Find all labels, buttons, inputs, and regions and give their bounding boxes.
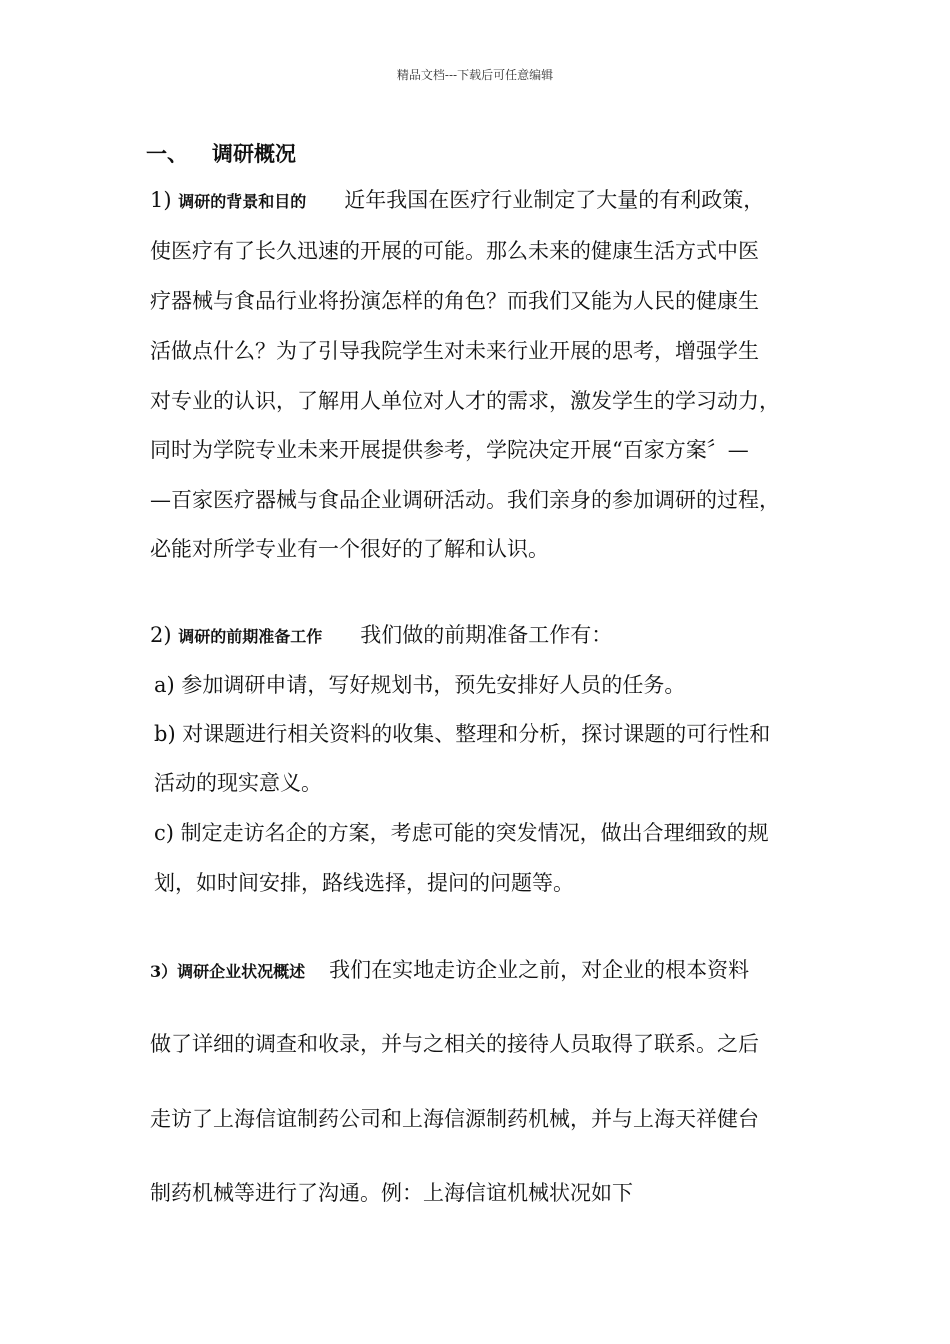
s2-item-b: b) 对课题进行相关资料的收集、整理和分析，探讨课题的可行性和 bbox=[154, 722, 771, 746]
section-heading bbox=[146, 138, 296, 168]
s1-line-7: 必能对所学专业有一个很好的了解和认识。 bbox=[150, 537, 549, 561]
page-header: 精品文档---下载后可任意编辑 bbox=[396, 68, 554, 82]
s3-line-1: 做了详细的调查和收录，并与之相关的接待人员取得了联系。之后 bbox=[150, 1032, 759, 1056]
s2-heading: 调研的前期准备工作 bbox=[178, 627, 323, 646]
s3-number: 3） bbox=[150, 962, 178, 981]
s1-heading-line bbox=[150, 185, 764, 217]
s2-intro: 我们做的前期准备工作有： bbox=[360, 623, 613, 647]
s3-line-3: 制药机械等进行了沟通。例：上海信谊机械状况如下 bbox=[150, 1181, 633, 1205]
s2-heading-line bbox=[150, 620, 612, 652]
s1-line-4: 对专业的认识，了解用人单位对人才的需求，激发学生的学习动力， bbox=[150, 389, 780, 413]
s1-line-6: —百家医疗器械与食品企业调研活动。我们亲身的参加调研的过程， bbox=[150, 488, 780, 512]
s1-line-5: 同时为学院专业未来开展提供参考，学院决定开展“百家方案〞— bbox=[150, 438, 749, 462]
s1-number: 1) bbox=[150, 188, 172, 212]
s2-item-c-cont: 划，如时间安排，路线选择，提问的问题等。 bbox=[154, 871, 574, 895]
section-number: 一、 bbox=[146, 141, 188, 166]
s3-heading-line bbox=[150, 955, 749, 987]
s3-line-0: 我们在实地走访企业之前，对企业的根本资料 bbox=[329, 958, 750, 982]
s3-line-2: 走访了上海信谊制药公司和上海信源制药机械，并与上海天祥健台 bbox=[150, 1107, 759, 1131]
s2-item-c: c) 制定走访名企的方案，考虑可能的突发情况，做出合理细致的规 bbox=[154, 821, 769, 845]
s1-line-2: 疗器械与食品行业将扮演怎样的角色？而我们又能为人民的健康生 bbox=[150, 289, 759, 313]
s3-heading: 调研企业状况概述 bbox=[177, 962, 306, 981]
s1-heading: 调研的背景和目的 bbox=[178, 192, 307, 211]
section-title: 调研概况 bbox=[212, 141, 296, 166]
s2-number: 2) bbox=[150, 623, 172, 647]
s2-item-a: a) 参加调研申请，写好规划书，预先安排好人员的任务。 bbox=[154, 673, 686, 697]
s1-line-0: 近年我国在医疗行业制定了大量的有利政策， bbox=[344, 188, 765, 212]
s1-line-1: 使医疗有了长久迅速的开展的可能。那么未来的健康生活方式中医 bbox=[150, 239, 759, 263]
s2-item-b-cont: 活动的现实意义。 bbox=[154, 771, 322, 795]
s1-line-3: 活做点什么？为了引导我院学生对未来行业开展的思考，增强学生 bbox=[150, 339, 759, 363]
